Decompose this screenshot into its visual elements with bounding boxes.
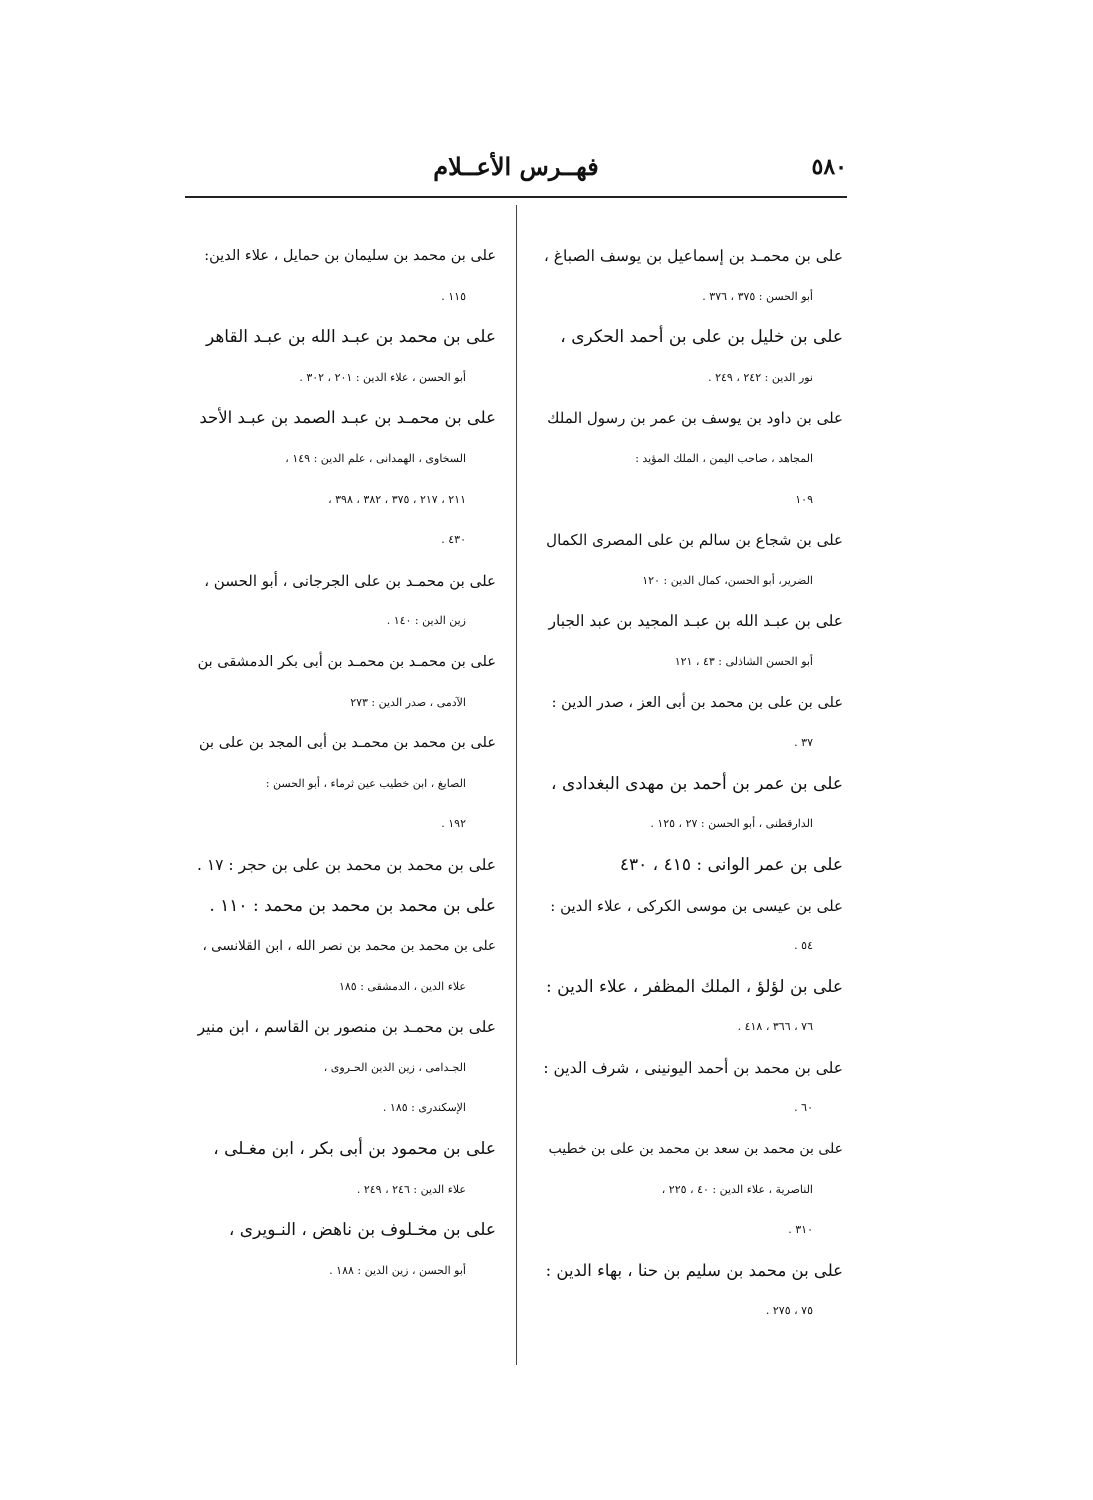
index-entry-line: أبو الحسن ، علاء الدين : ٢٠١ ، ٣٠٢ . xyxy=(299,370,466,384)
index-entry-line: الصايغ ، ابن خطيب عين ثرماء ، أبو الحسن : xyxy=(265,776,466,790)
index-entry-line: أبو الحسن ، زين الدين : ١٨٨ . xyxy=(329,1263,466,1277)
index-entry-line: على بن محمد بن عبـد الله بن عبـد القاهر xyxy=(205,327,496,348)
index-entry-line: على بن عيسى بن موسى الكركى ، علاء الدين : xyxy=(550,896,843,915)
index-entry-line: على بن داود بن يوسف بن عمر بن رسول الملك xyxy=(547,409,843,428)
index-entry-line: على بن خليل بن على بن أحمد الحكرى ، xyxy=(560,327,843,348)
index-entry-line: على بن محمـد بن عبـد الصمد بن عبـد الأحد xyxy=(199,408,496,428)
index-entry-line: ٢١١ ، ٢١٧ ، ٣٧٥ ، ٣٨٢ ، ٣٩٨ ، xyxy=(328,492,466,506)
index-entry-line: الضرير، أبو الحسن، كمال الدين : ١٢٠ xyxy=(642,573,813,587)
index-entry-line: على بن مخـلوف بن ناهض ، النـويرى ، xyxy=(228,1220,496,1241)
index-entry-line: على بن شجاع بن سالم بن على المصرى الكمال xyxy=(546,531,843,550)
index-entry-line: المجاهد ، صاحب اليمن ، الملك المؤيد : xyxy=(635,451,813,465)
index-entry-line: علاء الدين : ٢٤٦ ، ٢٤٩ . xyxy=(356,1182,466,1196)
index-entry-line: على بن محمد بن محمد بن على بن حجر : ١٧ . xyxy=(196,855,496,874)
index-entry-line: ٤٣٠ . xyxy=(441,533,466,547)
index-entry-line: على بن محمد بن سعد بن محمد بن على بن خطيب xyxy=(548,1141,843,1158)
index-column-left xyxy=(196,236,496,1291)
index-entry-line: أبو الحسن : ٣٧٥ ، ٣٧٦ . xyxy=(702,289,813,303)
index-entry-line: علاء الدين ، الدمشقى : ١٨٥ xyxy=(338,979,466,993)
index-entry-line: على بن محمـد بن إسماعيل بن يوسف الصباغ ، xyxy=(543,247,843,265)
index-entry-line: على بن لؤلؤ ، الملك المظفر ، علاء الدين : xyxy=(546,976,843,997)
index-entry-line: ٣٧ . xyxy=(794,736,813,750)
index-entry-line: الجـدامى ، زين الدين الحـروى ، xyxy=(323,1060,466,1074)
index-entry-line: على بن على بن محمد بن أبى العز ، صدر الدين : xyxy=(551,694,843,711)
index-entry-line: على بن عمر الوانى : ٤١٥ ، ٤٣٠ xyxy=(619,854,843,875)
index-entry-line: ١٩٢ . xyxy=(441,817,466,831)
index-entry-line: على بن عبـد الله بن عبـد المجيد بن عبد الجبار xyxy=(548,612,843,631)
index-entry-line: على بن محمد بن سليمان بن حمايل ، علاء الدين: xyxy=(204,248,496,264)
column-divider xyxy=(516,205,517,1365)
page-header xyxy=(185,148,847,194)
index-entry-line: الدارقطنى ، أبو الحسن : ٢٧ ، ١٢٥ . xyxy=(650,817,813,831)
page-number: ٥٨٠ xyxy=(811,154,847,180)
index-entry-line: على بن محمد بن محمـد بن أبى المجد بن على بن xyxy=(199,735,496,752)
index-entry-line: على بن محمد بن سليم بن حنا ، بهاء الدين : xyxy=(545,1260,843,1280)
index-entry-line: ١٠٩ xyxy=(795,492,813,506)
header-rule xyxy=(185,196,847,198)
index-entry-line: أبو الحسن الشاذلى : ٤٣ ، ١٢١ xyxy=(674,654,813,668)
index-entry-line: على بن عمر بن أحمد بن مهدى البغدادى ، xyxy=(551,773,843,794)
index-entry-line: ٧٦ ، ٣٦٦ ، ٤١٨ . xyxy=(737,1020,813,1034)
index-entry-line: ٦٠ . xyxy=(794,1101,813,1115)
index-entry-line: على بن محمد بن محمد بن محمد : ١١٠ . xyxy=(209,895,496,916)
index-entry-line: على بن محمد بن أحمد اليونينى ، شرف الدين : xyxy=(543,1058,843,1077)
index-entry-line: الآدمى ، صدر الدين : ٢٧٣ xyxy=(350,695,466,709)
index-entry-line: على بن محمـد بن على الجرجانى ، أبو الحسن ، xyxy=(204,571,496,590)
index-entry-line: ٧٥ ، ٢٧٥ . xyxy=(765,1304,813,1318)
index-entry-line: الناصرية ، علاء الدين : ٤٠ ، ٢٢٥ ، xyxy=(661,1182,813,1196)
index-entry-line: على بن محمد بن محمد بن نصر الله ، ابن القلانسى ، xyxy=(202,938,496,955)
index-entry-line: على بن محمـد بن محمـد بن أبى بكر الدمشقى بن xyxy=(197,653,496,670)
index-column-right xyxy=(543,236,843,1332)
index-entry-line: ١١٥ . xyxy=(441,289,466,303)
index-entry-line: على بن محمـد بن منصور بن القاسم ، ابن منير xyxy=(197,1018,496,1037)
index-entry-line: نور الدين : ٢٤٢ ، ٢٤٩ . xyxy=(708,370,813,384)
index-entry-line: ٣١٠ . xyxy=(788,1223,813,1237)
index-entry-line: زين الدين : ١٤٠ . xyxy=(386,614,466,628)
index-entry-line: الإسكندرى : ١٨٥ . xyxy=(382,1101,466,1115)
index-entry-line: السخاوى ، الهمدانى ، علم الدين : ١٤٩ ، xyxy=(285,451,466,465)
index-entry-line: على بن محمود بن أبى بكر ، ابن مغـلى ، xyxy=(213,1139,496,1160)
index-entry-line: ٥٤ . xyxy=(794,939,813,953)
page-title: فهــرس الأعــلام xyxy=(433,152,599,181)
